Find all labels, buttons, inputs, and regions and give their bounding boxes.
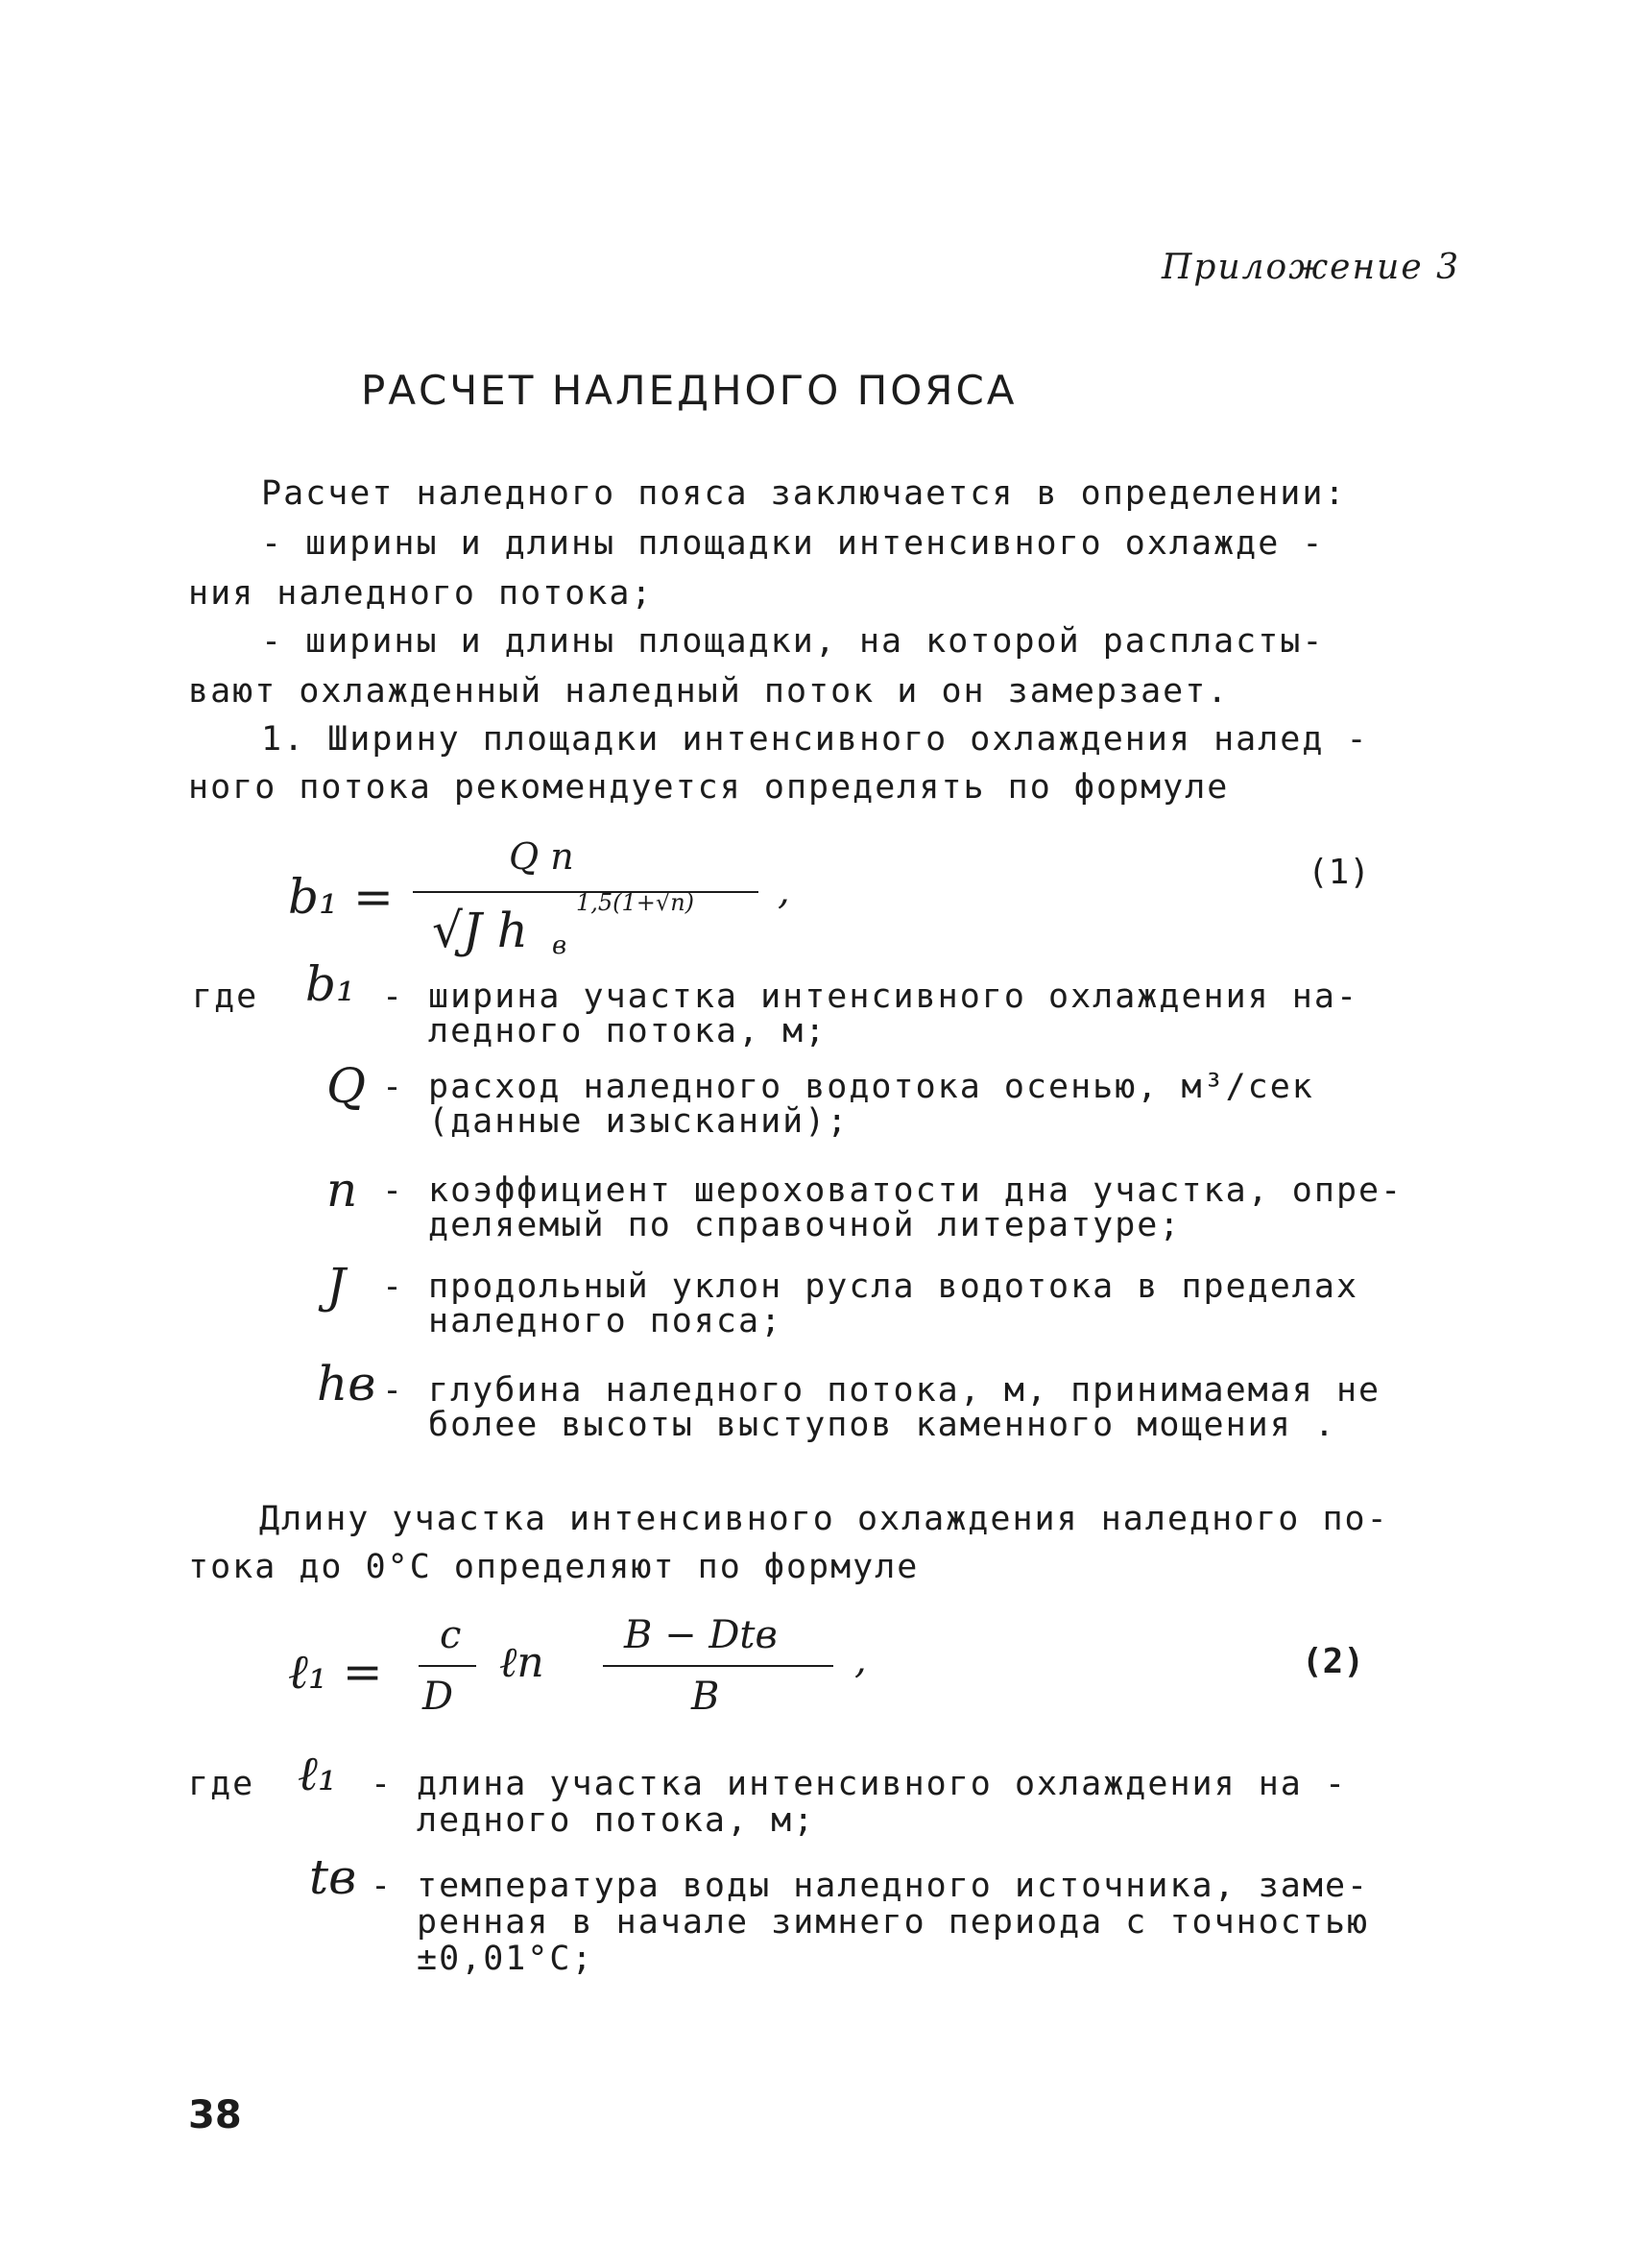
definition-dash: - — [371, 1765, 394, 1803]
definition-dash: - — [382, 1171, 405, 1210]
formula-1-lhs: b₁ = — [288, 869, 394, 925]
formula-2-d: D — [422, 1675, 454, 1719]
definition-text: температура воды наледного источника, заме- — [417, 1867, 1370, 1905]
symbol-j: J — [326, 1258, 347, 1314]
definition-text: ледного потока, м; — [417, 1801, 816, 1840]
definition-dash: - — [382, 1267, 405, 1306]
symbol-l1: ℓ₁ — [298, 1746, 337, 1801]
page-number: 38 — [188, 2093, 242, 2137]
intro-line: ного потока рекомендуется определять по формуле — [188, 768, 1230, 807]
fraction-bar — [603, 1665, 833, 1667]
definition-text: ±0,01°С; — [417, 1940, 594, 1978]
formula-1-comma: , — [778, 869, 790, 913]
formula-1-exponent: 1,5(1+√n) — [576, 889, 695, 916]
symbol-tv: tв — [309, 1849, 357, 1905]
equation-number: (2) — [1302, 1642, 1365, 1681]
formula-2-c: c — [440, 1613, 462, 1657]
fraction-bar — [419, 1665, 476, 1667]
symbol-b1: b₁ — [305, 956, 356, 1012]
formula-2-lhs: ℓ₁ = — [288, 1644, 383, 1700]
appendix-label: Приложение 3 — [1162, 248, 1460, 287]
formula-2-ln: ℓn — [499, 1638, 544, 1687]
symbol-q: Q — [326, 1058, 366, 1114]
definition-text: более высоты выступов каменного мощения . — [428, 1406, 1336, 1444]
formula-2-comma: , — [854, 1638, 867, 1682]
formula-2-numerator: B − Dtв — [624, 1613, 778, 1657]
paragraph-line: Длину участка интенсивного охлаждения наледного по- — [259, 1500, 1389, 1538]
definition-dash: - — [371, 1867, 394, 1905]
symbol-hv: hв — [317, 1356, 376, 1411]
definition-text: глубина наледного потока, м, принимаемая не — [428, 1371, 1381, 1410]
definition-text: коэффициент шероховатости дна участка, опре- — [428, 1171, 1404, 1210]
definition-text: длина участка интенсивного охлаждения на - — [417, 1765, 1348, 1803]
intro-line: вают охлажденный наледный поток и он замерзает. — [188, 672, 1230, 711]
intro-line: ния наледного потока; — [188, 574, 654, 613]
intro-line: - ширины и длины площадки интенсивного охлажде - — [261, 524, 1325, 563]
definition-text: деляемый по справочной литературе; — [428, 1206, 1182, 1244]
definition-text: ренная в начале зимнего периода с точностью — [417, 1903, 1370, 1942]
definition-text: ледного потока, м; — [428, 1012, 828, 1050]
definition-text: расход наледного водотока осенью, м³/сек — [428, 1068, 1314, 1106]
definition-text: продольный уклон русла водотока в пределах — [428, 1267, 1359, 1306]
definition-dash: - — [382, 1068, 405, 1106]
intro-line: 1. Ширину площадки интенсивного охлаждения налед - — [261, 720, 1369, 759]
intro-line: - ширины и длины площадки, на которой распласты- — [261, 622, 1325, 661]
formula-1-numerator: Q n — [509, 835, 574, 878]
definition-text: (данные изысканий); — [428, 1102, 850, 1141]
where-label: где — [188, 1765, 255, 1803]
paragraph-line: тока до 0°С определяют по формуле — [188, 1548, 920, 1586]
formula-1-subscript: в — [552, 931, 567, 960]
intro-line: Расчет наледного пояса заключается в определении: — [261, 474, 1347, 513]
equation-number: (1) — [1308, 853, 1371, 892]
formula-1-denominator: √J h — [432, 903, 528, 958]
where-label: где — [192, 977, 259, 1016]
definition-dash: - — [382, 1371, 405, 1410]
definition-text: ширина участка интенсивного охлаждения на- — [428, 977, 1359, 1016]
definition-dash: - — [382, 977, 405, 1016]
definition-text: наледного пояса; — [428, 1302, 783, 1340]
page-title: РАСЧЕТ НАЛЕДНОГО ПОЯСА — [361, 367, 1018, 414]
symbol-n: n — [326, 1162, 358, 1218]
formula-2-denominator: B — [691, 1675, 720, 1719]
